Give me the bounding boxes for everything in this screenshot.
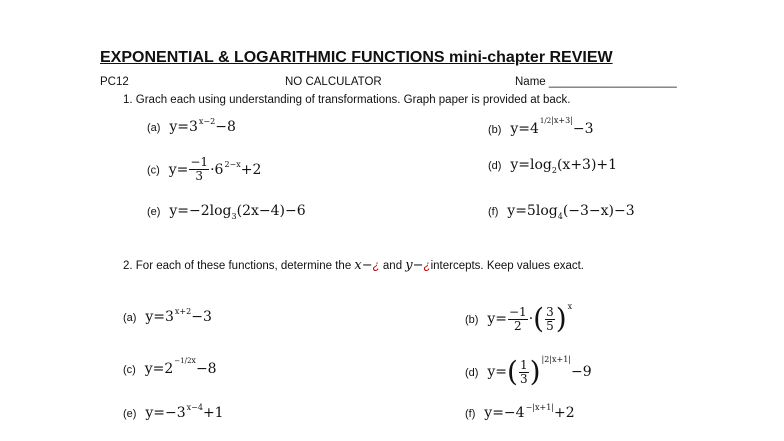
q2-f-label: (f) [465,408,476,420]
question-2-prompt [123,258,584,273]
q2-part-a [123,308,212,326]
q2-b-equation: y= $\frac{-1}{2}$ ·( $\frac{3}{5}$ )$^x$ [482,302,573,335]
q1-part-c [147,156,261,183]
q2-a-label: (a) [123,312,137,324]
page-title: EXPONENTIAL & LOGARITHMIC FUNCTIONS mini-chapter REVIEW [100,49,613,66]
q2-missing-glyph-2: ¿ [423,260,431,272]
q2-a-equation: $y=3^{x+2}-3$ [140,307,212,325]
q2-minus-1: − [361,258,373,273]
q1-e-equation: $y=-2\log_3(2x-4)-6$ [164,203,306,221]
q1-part-b [488,116,594,138]
q2-part-e [123,404,224,422]
q2-part-b [465,302,573,335]
name-field[interactable]: Name ____________________ [515,76,677,88]
course-code: PC12 [100,76,129,88]
q1-a-equation: $y=3^{x-2}-8$ [164,117,236,135]
q2-x-variable: x [354,258,362,273]
q1-e-label: (e) [147,206,161,218]
q1-c-equation: y= $\frac{-1}{3}$ $\cdot 6^{2-x}+2$ [164,155,262,183]
q1-f-label: (f) [488,206,499,218]
q1-part-f [488,202,635,220]
q2-b-label: (b) [465,314,479,326]
q2-prompt-end: intercepts. Keep values exact. [430,260,584,272]
q2-prompt-start: 2. For each of these functions, determine the [123,260,355,272]
q1-a-label: (a) [147,122,161,134]
q2-e-label: (e) [123,408,137,420]
q2-part-c [123,356,217,378]
q2-e-equation: $y=-3^{x-4}+1$ [140,403,224,421]
q2-d-label: (d) [465,367,479,379]
q2-y-variable: y [405,258,413,273]
q2-minus-2: − [412,258,424,273]
q2-c-label: (c) [123,364,136,376]
q2-f-equation: $y=-4^{-|x+1|}+2$ [479,403,575,421]
q1-part-a [147,118,236,136]
q2-missing-glyph-1: ¿ [372,260,380,272]
q2-and: and [379,260,406,272]
q1-c-label: (c) [147,164,160,177]
q1-part-d [488,156,617,174]
q1-part-e [147,202,306,220]
no-calculator-note: NO CALCULATOR [285,76,382,88]
q2-d-equation: y=( $\frac{1}{3}$ )$^{|2|x+1|}$−9 [482,355,592,388]
q1-d-label: (d) [488,160,502,172]
q1-b-equation: $y=4^{1/2|x+3|}-3$ [505,116,594,137]
q1-d-equation: $y=\log_2(x+3)+1$ [505,157,618,175]
q2-part-d [465,355,592,388]
q2-part-f [465,404,575,422]
q1-b-label: (b) [488,124,502,136]
question-1-prompt: 1. Grach each using understanding of transformations. Graph paper is provided at back. [123,94,571,106]
q2-c-equation: $y=2^{-1/2x}-8$ [140,356,217,377]
q1-f-equation: $y=5\log_4(-3-x)-3$ [502,203,635,221]
